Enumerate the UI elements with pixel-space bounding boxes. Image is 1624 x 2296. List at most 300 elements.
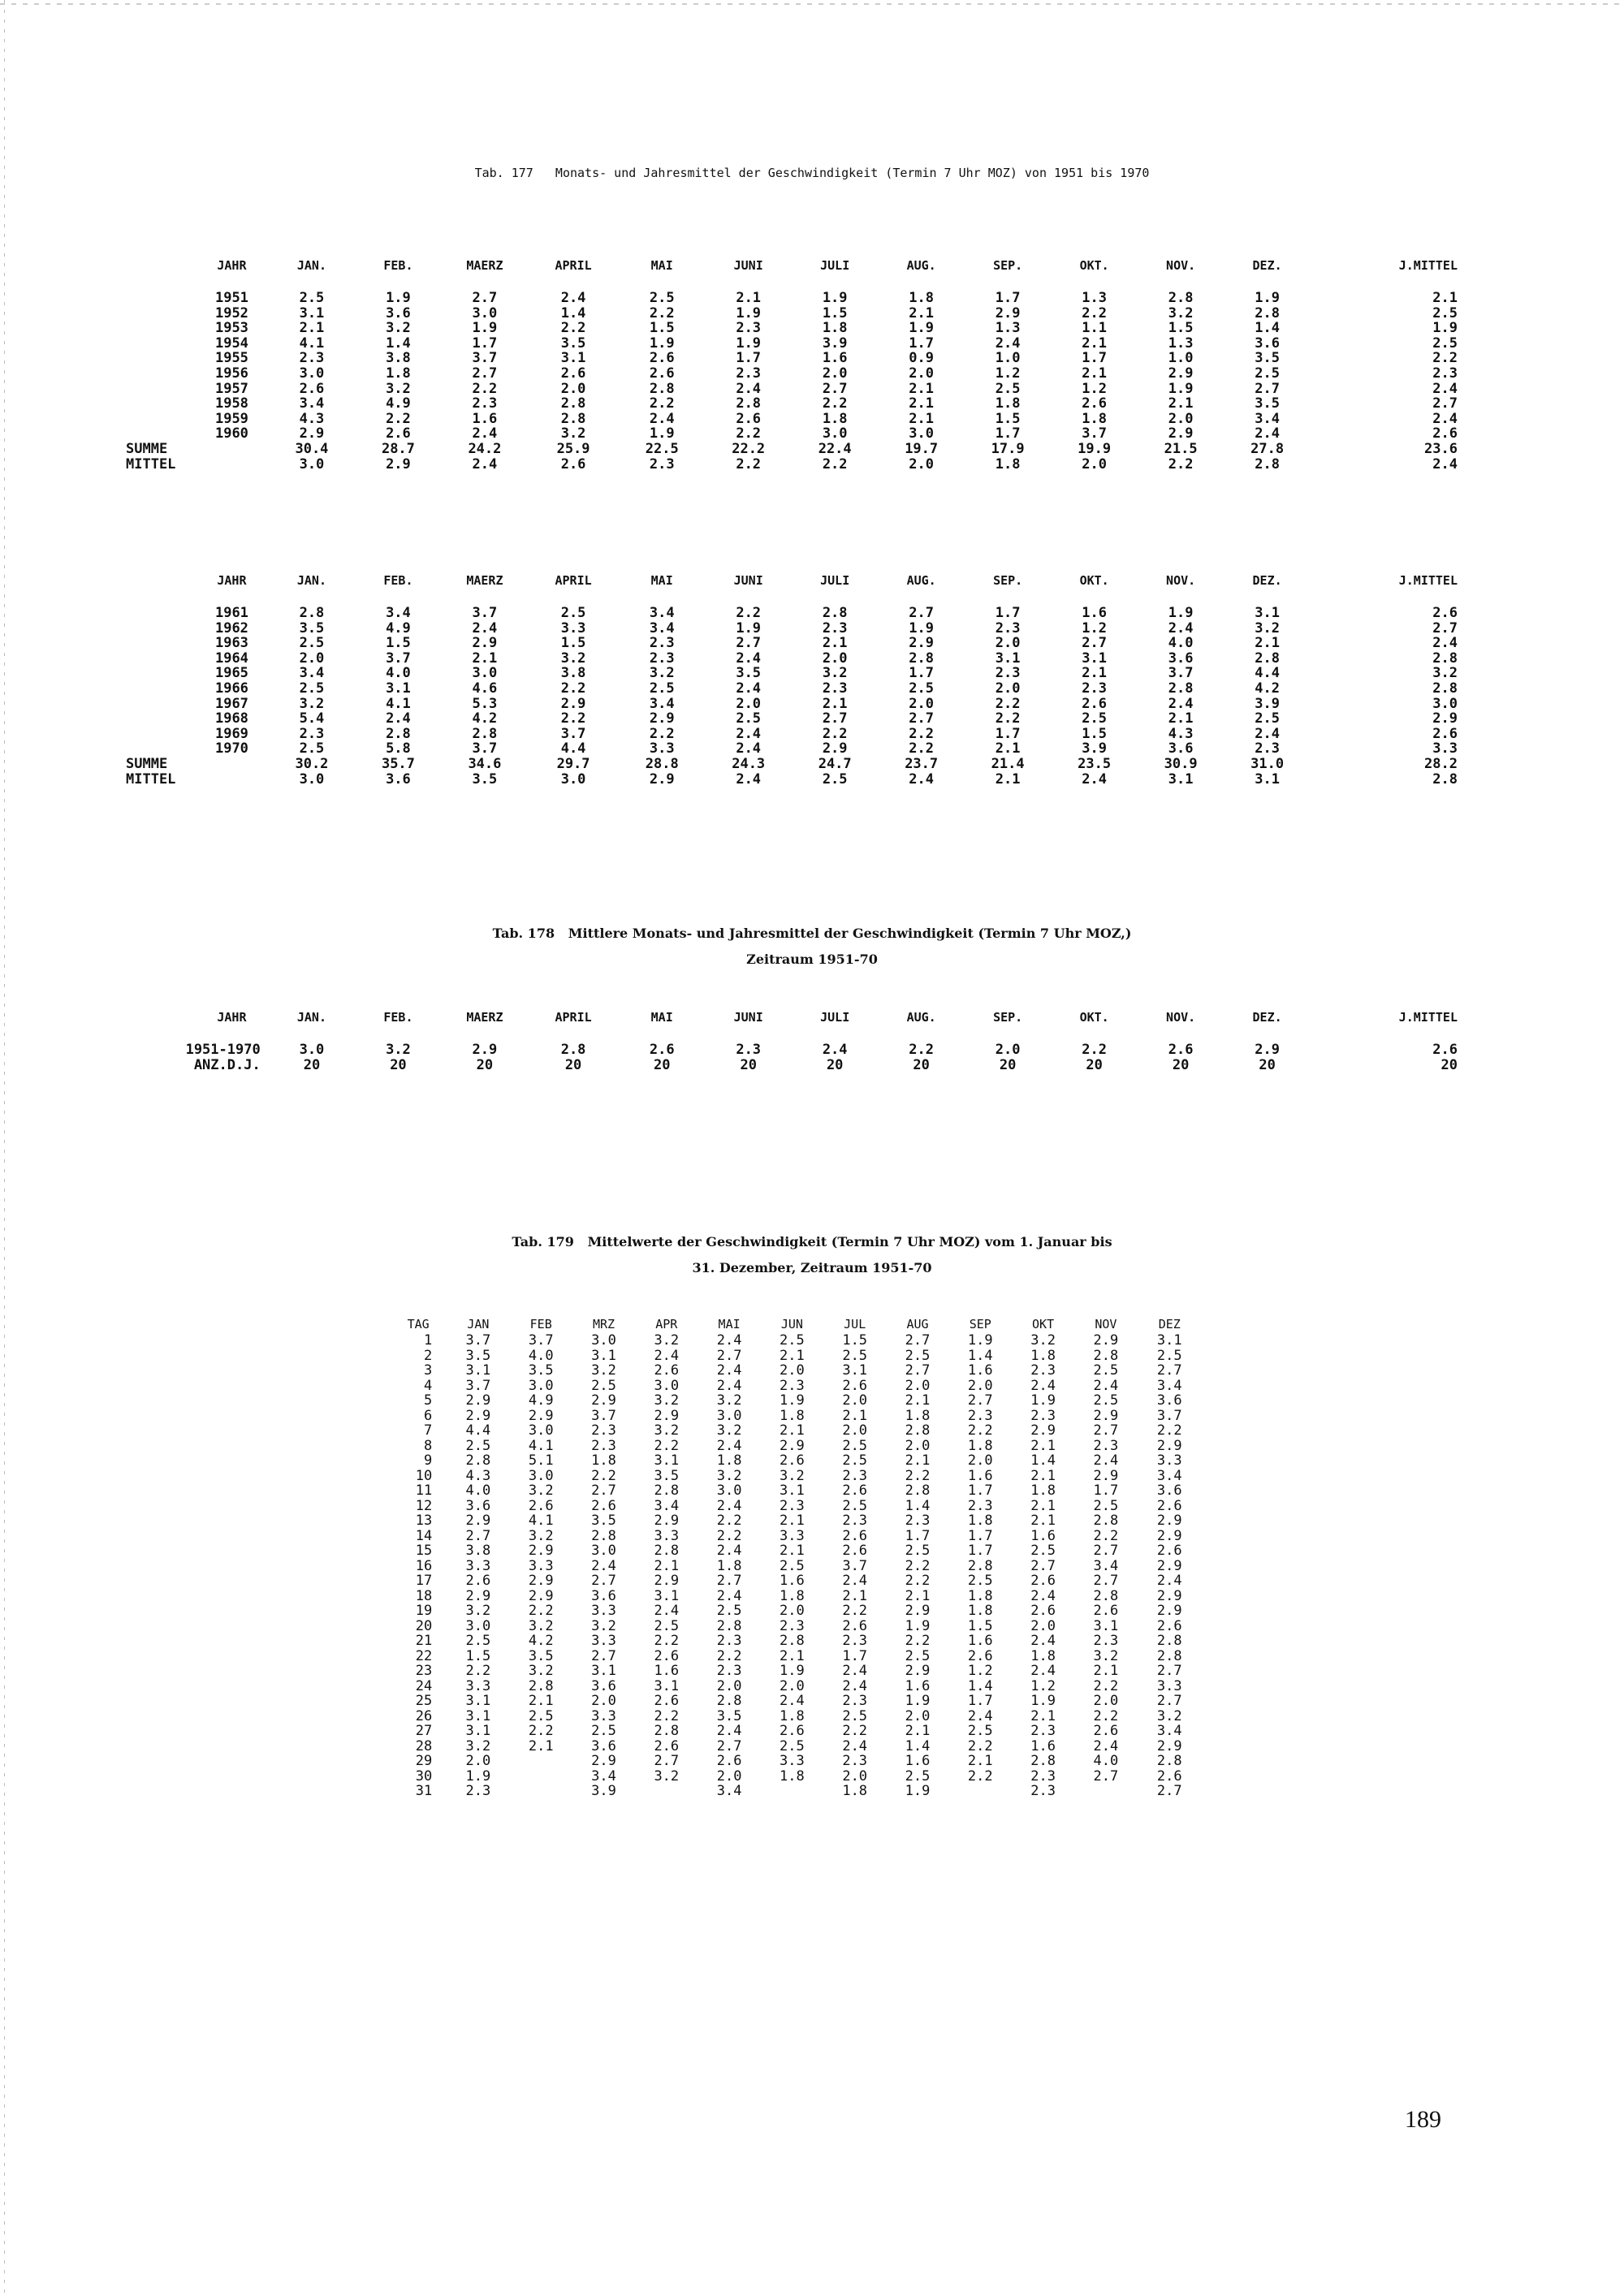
value-cell: 4.0 [386, 666, 411, 681]
value-cell: 2.5 [967, 1573, 993, 1589]
value-cell: 2.0 [716, 1768, 742, 1784]
value-cell: 2.3 [822, 620, 848, 637]
month-header: DEZ [1158, 1317, 1181, 1331]
value-cell: 2.1 [909, 411, 935, 427]
value-cell: 1.8 [1030, 1483, 1056, 1499]
value-cell: 4.3 [465, 1468, 491, 1483]
value-cell: 2.0 [905, 1378, 931, 1393]
table-row [390, 1619, 1202, 1634]
annual-cell: 2.2 [1432, 351, 1458, 366]
mittel-annual-cell: 2.4 [1432, 456, 1458, 473]
value-cell: 1.6 [1082, 606, 1107, 621]
value-cell: 2.4 [591, 1558, 616, 1573]
value-cell: 2.4 [842, 1664, 868, 1679]
value-cell: 3.0 [465, 1618, 491, 1634]
value-cell: 3.4 [299, 666, 325, 681]
month-header: NOV. [1166, 1010, 1196, 1025]
value-cell: 1.4 [560, 305, 586, 322]
value-cell: 2.4 [716, 1438, 742, 1453]
value-cell: 1.8 [780, 1708, 805, 1724]
value-cell: 2.2 [822, 396, 848, 412]
value-cell: 2.5 [1156, 1348, 1182, 1363]
value-cell: 2.7 [716, 1348, 742, 1363]
value-cell: 2.0 [909, 696, 935, 712]
value-cell: 2.9 [1168, 365, 1194, 382]
value-cell: 2.6 [299, 381, 325, 397]
annual-cell: 20 [1440, 1057, 1458, 1073]
table-row [390, 1409, 1202, 1424]
value-cell: 2.9 [591, 1393, 616, 1409]
value-cell: 1.8 [822, 321, 848, 336]
value-cell: 3.3 [1156, 1678, 1182, 1694]
value-cell: 20 [740, 1057, 757, 1073]
value-cell: 2.4 [842, 1678, 868, 1694]
value-cell: 3.0 [716, 1408, 742, 1423]
annual-header: J.MITTEL [1398, 573, 1458, 588]
month-header: SEP [969, 1317, 991, 1331]
table-row [390, 1423, 1202, 1439]
value-cell: 2.0 [736, 696, 762, 712]
value-cell: 3.0 [472, 305, 498, 322]
value-cell: 3.3 [591, 1634, 616, 1649]
mittel-value-cell: 2.0 [1082, 456, 1107, 473]
month-header: SEP. [993, 258, 1023, 273]
value-cell: 2.3 [465, 1784, 491, 1799]
value-cell: 3.4 [591, 1768, 616, 1784]
row-label-spacer [126, 321, 195, 336]
header-row [126, 258, 1458, 291]
value-cell: 2.6 [654, 1738, 680, 1754]
value-cell: 2.0 [780, 1603, 805, 1619]
annual-cell: 3.3 [1432, 741, 1458, 757]
value-cell: 2.3 [736, 1042, 762, 1058]
value-cell: 2.5 [1093, 1363, 1119, 1379]
value-cell: 3.2 [528, 1618, 554, 1634]
mittel-value-cell: 2.4 [1082, 771, 1107, 788]
value-cell: 2.0 [716, 1678, 742, 1694]
value-cell: 2.4 [1030, 1634, 1056, 1649]
summe-row [126, 442, 1458, 457]
value-cell: 3.6 [591, 1588, 616, 1603]
row-label-spacer [126, 681, 195, 697]
value-cell: 3.2 [528, 1528, 554, 1543]
value-cell: 3.8 [465, 1543, 491, 1559]
value-cell: 2.6 [716, 1754, 742, 1769]
value-cell: 2.3 [780, 1618, 805, 1634]
value-cell: 2.1 [299, 321, 325, 336]
value-cell: 2.5 [780, 1558, 805, 1573]
value-cell: 4.4 [560, 741, 586, 757]
tab179-table [390, 1315, 1202, 1799]
value-cell: 1.5 [1168, 321, 1194, 336]
value-cell: 3.1 [591, 1348, 616, 1363]
top-scan-rule [0, 3, 1624, 5]
value-cell: 1.5 [822, 305, 848, 322]
mittel-annual-cell: 2.8 [1432, 771, 1458, 788]
month-header: OKT. [1079, 258, 1109, 273]
value-cell: 1.6 [654, 1664, 680, 1679]
table-row [390, 1573, 1202, 1589]
value-cell: 2.3 [591, 1438, 616, 1453]
value-cell: 2.0 [967, 1378, 993, 1393]
value-cell: 2.2 [909, 741, 935, 757]
value-cell: 1.7 [967, 1694, 993, 1709]
annual-cell: 2.5 [1432, 335, 1458, 352]
value-cell: 1.4 [1030, 1453, 1056, 1469]
value-cell: 2.4 [1093, 1738, 1119, 1754]
day-cell: 12 [415, 1498, 433, 1513]
value-cell: 2.8 [780, 1634, 805, 1649]
table-row [390, 1649, 1202, 1664]
value-cell: 2.2 [649, 305, 675, 322]
value-cell: 2.9 [528, 1588, 554, 1603]
value-cell: 2.5 [654, 1618, 680, 1634]
annual-cell: 2.5 [1432, 305, 1458, 322]
value-cell: 2.1 [967, 1754, 993, 1769]
year-cell: 1967 [214, 696, 248, 712]
value-cell: 1.6 [1030, 1528, 1056, 1543]
month-header: JAN. [296, 258, 326, 273]
year-cell-empty [195, 457, 269, 473]
value-cell: 2.5 [780, 1333, 805, 1349]
value-cell: 2.2 [909, 726, 935, 742]
value-cell: 1.2 [1082, 381, 1107, 397]
value-cell: 2.3 [967, 1408, 993, 1423]
value-cell: 2.3 [842, 1634, 868, 1649]
month-header: JUNI [733, 573, 763, 588]
value-cell: 1.9 [386, 291, 411, 306]
mittel-value-cell: 2.1 [995, 771, 1021, 788]
month-header: MAI [650, 258, 673, 273]
value-cell: 3.6 [1156, 1483, 1182, 1499]
value-cell: 3.3 [780, 1754, 805, 1769]
annual-cell: 2.6 [1432, 726, 1458, 742]
table-row [126, 727, 1458, 742]
annual-cell: 2.8 [1432, 650, 1458, 667]
value-cell: 2.3 [1030, 1724, 1056, 1739]
summe-value-cell: 25.9 [556, 441, 590, 457]
value-cell: 2.5 [1082, 711, 1107, 727]
month-header: APRIL [555, 258, 592, 273]
table-row [390, 1709, 1202, 1724]
annual-cell: 2.4 [1432, 411, 1458, 427]
value-cell: 3.6 [1156, 1393, 1182, 1409]
value-cell: 2.9 [1156, 1588, 1182, 1603]
mittel-value-cell: 3.1 [1168, 771, 1194, 788]
value-cell: 1.8 [1030, 1348, 1056, 1363]
year-cell: 1965 [214, 666, 248, 681]
value-cell: 2.4 [736, 650, 762, 667]
value-cell: 1.7 [736, 351, 762, 366]
day-cell: 29 [415, 1754, 433, 1769]
value-cell: 2.3 [967, 1498, 993, 1513]
value-cell: 2.7 [1156, 1694, 1182, 1709]
value-cell: 3.4 [1156, 1378, 1182, 1393]
value-cell: 3.3 [1156, 1453, 1182, 1469]
month-header: NOV. [1166, 573, 1196, 588]
day-cell: 13 [415, 1513, 433, 1529]
value-cell: 1.9 [967, 1333, 993, 1349]
value-cell: 2.4 [1156, 1573, 1182, 1589]
value-cell: 20 [390, 1057, 407, 1073]
value-cell: 2.6 [1156, 1543, 1182, 1559]
value-cell: 4.2 [1255, 680, 1280, 697]
value-cell: 2.0 [465, 1754, 491, 1769]
value-cell: 3.7 [465, 1333, 491, 1349]
value-cell: 1.0 [995, 351, 1021, 366]
value-cell: 2.3 [591, 1423, 616, 1439]
value-cell: 3.1 [842, 1363, 868, 1379]
value-cell: 1.9 [780, 1393, 805, 1409]
value-cell: 2.1 [995, 741, 1021, 757]
value-cell: 1.9 [736, 305, 762, 322]
value-cell: 1.1 [1082, 321, 1107, 336]
value-cell: 2.4 [736, 381, 762, 397]
value-cell: 2.8 [649, 381, 675, 397]
month-header: JUNI [733, 1010, 763, 1025]
value-cell: 2.6 [649, 1042, 675, 1058]
value-cell: 2.0 [995, 680, 1021, 697]
value-cell: 2.2 [905, 1468, 931, 1483]
tab179-caption-line2: 31. Dezember, Zeitraum 1951-70 [692, 1260, 932, 1275]
value-cell: 2.9 [1093, 1468, 1119, 1483]
day-cell: 4 [424, 1378, 433, 1393]
value-cell: 2.2 [736, 606, 762, 621]
annual-cell: 1.9 [1432, 321, 1458, 336]
value-cell: 2.3 [472, 396, 498, 412]
value-cell: 3.2 [1093, 1648, 1119, 1664]
value-cell: 1.8 [967, 1603, 993, 1619]
value-cell: 2.0 [995, 636, 1021, 651]
value-cell: 1.8 [591, 1453, 616, 1469]
value-cell: 3.2 [654, 1393, 680, 1409]
value-cell: 2.6 [654, 1363, 680, 1379]
value-cell: 2.7 [905, 1363, 931, 1379]
value-cell: 2.7 [465, 1528, 491, 1543]
table-row [390, 1694, 1202, 1709]
page-number: 189 [1405, 2106, 1441, 2133]
month-header: JULI [820, 573, 850, 588]
value-cell: 1.7 [995, 426, 1021, 442]
value-cell: 3.2 [560, 426, 586, 442]
value-cell: 1.9 [1168, 381, 1194, 397]
month-header: FEB. [383, 258, 413, 273]
value-cell: 1.9 [905, 1694, 931, 1709]
value-cell: 2.9 [1168, 426, 1194, 442]
month-header: JUNI [733, 258, 763, 273]
value-cell: 2.1 [909, 381, 935, 397]
value-cell: 2.1 [780, 1348, 805, 1363]
value-cell: 1.9 [822, 291, 848, 306]
value-cell: 2.7 [1082, 636, 1107, 651]
summe-value-cell: 29.7 [556, 756, 590, 772]
value-cell: 2.2 [528, 1724, 554, 1739]
value-cell: 3.2 [1168, 305, 1194, 322]
value-cell: 2.7 [736, 636, 762, 651]
value-cell: 2.4 [1030, 1664, 1056, 1679]
mittel-value-cell: 3.0 [560, 771, 586, 788]
value-cell: 3.0 [528, 1378, 554, 1393]
value-cell: 20 [1086, 1057, 1103, 1073]
value-cell: 3.6 [1168, 650, 1194, 667]
month-header: DEZ. [1252, 573, 1282, 588]
value-cell: 20 [826, 1057, 844, 1073]
value-cell: 3.2 [716, 1423, 742, 1439]
mittel-value-cell: 2.3 [649, 456, 675, 473]
value-cell: 3.3 [654, 1528, 680, 1543]
year-cell-empty [195, 757, 269, 772]
value-cell: 4.0 [1093, 1754, 1119, 1769]
value-cell: 3.6 [591, 1738, 616, 1754]
year-cell: 1966 [214, 680, 248, 697]
value-cell: 3.8 [386, 351, 411, 366]
mittel-value-cell: 2.2 [1168, 456, 1194, 473]
mittel-value-cell: 3.5 [472, 771, 498, 788]
value-cell: 2.2 [967, 1738, 993, 1754]
table-row [126, 291, 1458, 306]
value-cell: 3.9 [1082, 741, 1107, 757]
value-cell: 1.5 [842, 1333, 868, 1349]
value-cell: 3.4 [649, 696, 675, 712]
value-cell: 1.8 [780, 1408, 805, 1423]
value-cell: 1.8 [386, 365, 411, 382]
value-cell: 3.5 [299, 620, 325, 637]
value-cell: 2.1 [905, 1588, 931, 1603]
value-cell: 2.4 [1168, 696, 1194, 712]
summe-value-cell: 30.2 [295, 756, 329, 772]
value-cell: 1.6 [822, 351, 848, 366]
value-cell: 2.1 [842, 1588, 868, 1603]
value-cell: 2.0 [780, 1678, 805, 1694]
value-cell: 1.8 [780, 1588, 805, 1603]
value-cell: 1.9 [909, 321, 935, 336]
value-cell: 2.7 [1093, 1423, 1119, 1439]
value-cell: 2.3 [1082, 680, 1107, 697]
table-row [126, 711, 1458, 727]
year-cell: 1963 [214, 636, 248, 651]
value-cell: 2.2 [967, 1768, 993, 1784]
value-cell: 4.1 [386, 696, 411, 712]
value-cell: 2.4 [842, 1738, 868, 1754]
value-cell: 3.6 [465, 1498, 491, 1513]
value-cell [949, 1784, 1012, 1799]
summe-value-cell: 19.9 [1078, 441, 1112, 457]
value-cell: 3.2 [591, 1363, 616, 1379]
value-cell: 2.1 [822, 636, 848, 651]
value-cell: 3.1 [386, 680, 411, 697]
annual-cell: 2.4 [1432, 381, 1458, 397]
day-cell: 8 [424, 1438, 433, 1453]
value-cell: 3.4 [386, 606, 411, 621]
value-cell: 3.1 [1093, 1618, 1119, 1634]
value-cell: 3.4 [1156, 1468, 1182, 1483]
value-cell: 2.3 [1030, 1768, 1056, 1784]
tab177-caption: Tab. 177 Monats- und Jahresmittel der Geschwindigkeit (Termin 7 Uhr MOZ) von 1951 bis 1970 [474, 166, 1150, 180]
value-cell: 2.6 [1168, 1042, 1194, 1058]
table-row [126, 396, 1458, 412]
value-cell: 2.1 [780, 1543, 805, 1559]
table-row [126, 606, 1458, 621]
annual-cell: 2.4 [1432, 636, 1458, 651]
value-cell: 1.5 [649, 321, 675, 336]
value-cell: 1.8 [1030, 1648, 1056, 1664]
table-row [390, 1543, 1202, 1559]
month-header: SEP. [993, 1010, 1023, 1025]
value-cell: 1.5 [1082, 726, 1107, 742]
month-header: JUL [844, 1317, 866, 1331]
value-cell: 1.3 [1168, 335, 1194, 352]
value-cell: 3.2 [780, 1468, 805, 1483]
mittel-value-cell: 3.1 [1255, 771, 1280, 788]
value-cell: 2.8 [1168, 291, 1194, 306]
value-cell: 2.0 [780, 1363, 805, 1379]
annual-cell: 2.9 [1432, 711, 1458, 727]
table-row [126, 741, 1458, 757]
summe-value-cell: 30.9 [1164, 756, 1198, 772]
value-cell: 2.4 [649, 411, 675, 427]
value-cell: 3.4 [716, 1784, 742, 1799]
value-cell: 2.7 [472, 291, 498, 306]
month-header: MAERZ [466, 258, 503, 273]
row-label-spacer [126, 666, 195, 681]
value-cell: 2.4 [822, 1042, 848, 1058]
value-cell: 3.4 [1156, 1724, 1182, 1739]
value-cell: 2.8 [905, 1483, 931, 1499]
value-cell: 1.3 [1082, 291, 1107, 306]
value-cell: 20 [303, 1057, 321, 1073]
value-cell: 2.6 [780, 1724, 805, 1739]
value-cell: 2.1 [1082, 666, 1107, 681]
day-cell: 11 [415, 1483, 433, 1499]
value-cell: 2.1 [905, 1393, 931, 1409]
value-cell: 2.7 [1093, 1573, 1119, 1589]
value-cell: 1.7 [967, 1483, 993, 1499]
value-cell: 2.7 [1093, 1543, 1119, 1559]
value-cell: 2.6 [1156, 1768, 1182, 1784]
value-cell: 2.5 [909, 680, 935, 697]
value-cell: 4.4 [465, 1423, 491, 1439]
mittel-value-cell: 2.4 [472, 456, 498, 473]
year-header: JAHR [217, 258, 247, 273]
value-cell: 2.2 [654, 1438, 680, 1453]
header-row [126, 1010, 1458, 1042]
row-label-header-spacer [126, 1010, 195, 1042]
day-cell: 27 [415, 1724, 433, 1739]
value-cell: 3.0 [716, 1483, 742, 1499]
day-cell: 17 [415, 1573, 433, 1589]
tab177-block1-table [126, 258, 1458, 472]
value-cell: 2.4 [716, 1363, 742, 1379]
value-cell: 2.5 [649, 291, 675, 306]
value-cell: 2.6 [1093, 1603, 1119, 1619]
value-cell: 1.9 [905, 1618, 931, 1634]
value-cell: 2.3 [716, 1664, 742, 1679]
value-cell: 3.0 [822, 426, 848, 442]
value-cell: 2.4 [736, 741, 762, 757]
annual-cell: 2.8 [1432, 680, 1458, 697]
value-cell: 2.5 [1093, 1498, 1119, 1513]
value-cell: 2.2 [560, 680, 586, 697]
value-cell: 2.7 [909, 606, 935, 621]
value-cell: 2.0 [909, 365, 935, 382]
value-cell [510, 1754, 572, 1769]
value-cell: 2.0 [822, 365, 848, 382]
row-label-spacer [126, 606, 195, 621]
annual-header: J.MITTEL [1398, 258, 1458, 273]
value-cell: 3.3 [780, 1528, 805, 1543]
value-cell: 3.2 [386, 1042, 411, 1058]
value-cell: 2.4 [736, 680, 762, 697]
